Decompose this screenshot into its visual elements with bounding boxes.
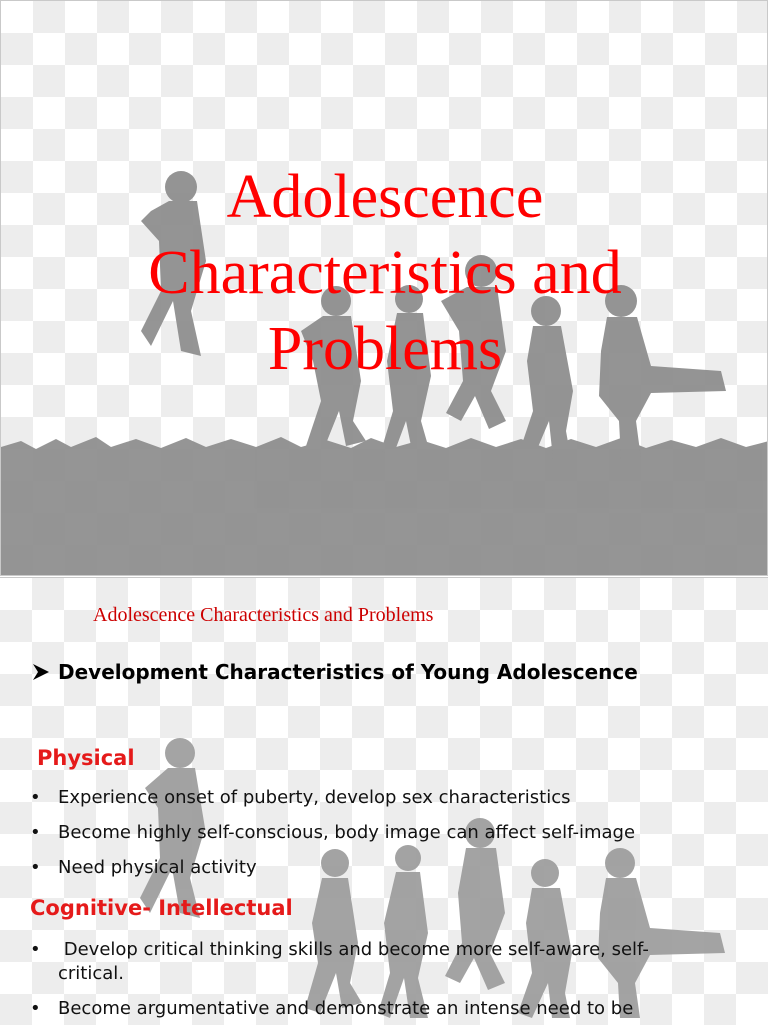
title-line: Characteristics and [148, 239, 622, 307]
lead-heading [30, 660, 638, 684]
list-item: • Become highly self-conscious, body image can affect self-image [30, 822, 636, 843]
section-heading-cognitive: Cognitive- Intellectual [30, 896, 293, 920]
arrow-bullet-icon [30, 661, 52, 683]
slide-header: Adolescence Characteristics and Problems [93, 604, 434, 626]
title-line: Problems [267, 315, 503, 383]
bullet-dot-icon: • [30, 998, 41, 1019]
bullet-dot-icon: • [30, 939, 41, 960]
list-item: • Become argumentative and demonstrate an intense need to be [30, 998, 634, 1019]
slide-title [1, 159, 768, 387]
bullet-dot-icon: • [30, 857, 41, 878]
list-item: • Develop critical thinking skills and become more self-aware, self- critical. [30, 939, 655, 984]
lead-text: Development Characteristics of Young Adolescence [58, 660, 638, 684]
bullet-dot-icon: • [30, 787, 41, 808]
bullet-dot-icon: • [30, 822, 41, 843]
title-line: Adolescence [226, 163, 544, 231]
list-item: • Experience onset of puberty, develop sex characteristics [30, 787, 571, 808]
physical-bullet-list [30, 786, 730, 891]
list-item: • Need physical activity [30, 857, 257, 878]
section-heading-physical: Physical [37, 746, 135, 770]
cognitive-bullet-list [30, 938, 720, 1032]
